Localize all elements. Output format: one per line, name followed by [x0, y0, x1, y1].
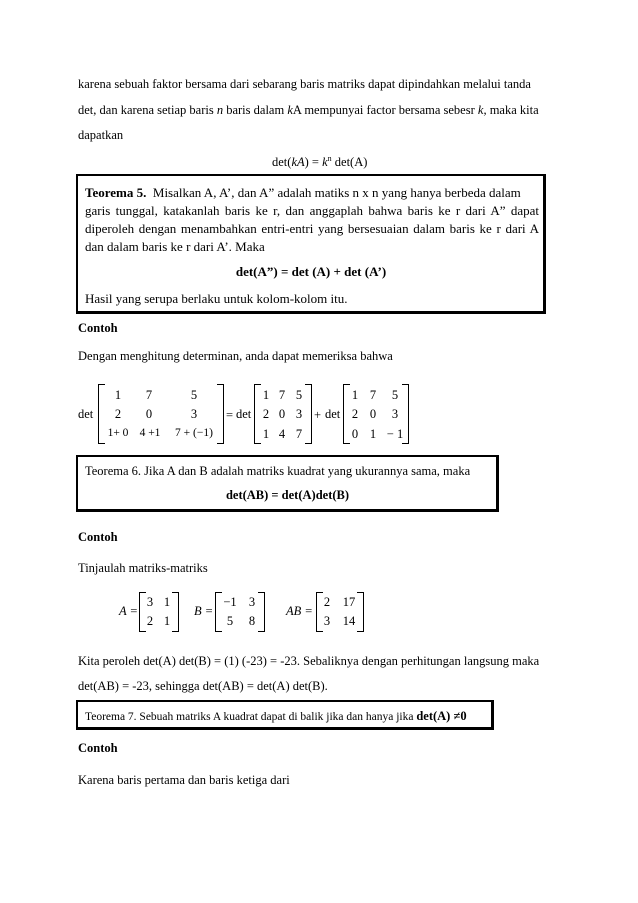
contoh-3-text: Karena baris pertama dan baris ketiga dari [78, 773, 290, 787]
intro-var-n: n [216, 103, 224, 117]
matrix-cell: 2 [114, 407, 122, 421]
intro-text: A mempunyai factor bersama sebesr [292, 103, 478, 117]
theorem-7-text: Teorema 7. Sebuah matriks A kuadrat dapat di balik jika dan hanya jika [85, 711, 417, 723]
formula-part: ) = [304, 155, 323, 170]
intro-text: det, dan karena setiap baris [78, 103, 217, 117]
matrix-ab-label [286, 605, 313, 619]
equals-sign: = [226, 408, 234, 422]
matrix-cell: 0 [369, 407, 377, 421]
matrix-cell: 4 +1 [139, 427, 161, 439]
det-label-3: det [325, 407, 341, 421]
theorem-6-formula: det(AB) = det(A)det(B) [225, 488, 350, 502]
contoh-1-text: Dengan menghitung determinan, anda dapat memeriksa bahwa [78, 349, 393, 363]
theorem-5-box [76, 174, 546, 314]
theorem-5-formula: det(A”) = det (A) + det (A’) [235, 264, 387, 279]
matrix-cell: 2 [262, 407, 270, 421]
theorem-5-line-1 [85, 186, 521, 200]
matrix-a [139, 592, 179, 632]
matrix-cell: 3 [190, 407, 198, 421]
matrix-cell: 3 [146, 595, 154, 609]
matrix-cell: 3 [248, 595, 256, 609]
matrix-cell: 2 [323, 595, 331, 609]
matrix-cell: 3 [295, 407, 303, 421]
matrix-cell: − 1 [386, 427, 404, 441]
matrix-cell: 5 [190, 388, 198, 402]
matrix-cell: 1 [262, 388, 270, 402]
matrix-cell: 17 [342, 595, 356, 609]
matrix-cell: 7 [295, 427, 303, 441]
matrix-ab [316, 592, 364, 632]
intro-line-2 [78, 104, 539, 118]
matrix-cell: 7 + (−1) [175, 427, 213, 439]
contoh-2-text: Tinjaulah matriks-matriks [78, 561, 208, 575]
matrix-cell: 2 [351, 407, 359, 421]
formula-part: det(A) [331, 155, 368, 170]
theorem-5-footer: Hasil yang serupa berlaku untuk kolom-kolom itu. [85, 291, 348, 306]
theorem-7-box [76, 700, 494, 730]
matrix-cell: 5 [295, 388, 303, 402]
plus-sign: + [314, 408, 322, 422]
matrix-cell: 1 [163, 595, 171, 609]
matrix-cell: 5 [226, 614, 234, 628]
det-label-1: det [78, 407, 94, 421]
matrix-cell: 14 [342, 614, 356, 628]
matrix-cell: 0 [278, 407, 286, 421]
intro-var-k2: k, [477, 103, 487, 117]
contoh-2-result-2: det(AB) = -23, sehingga det(AB) = det(A) det(B). [78, 679, 328, 693]
contoh-heading-1: Contoh [78, 321, 118, 335]
matrix-cell: 1 [163, 614, 171, 628]
matrix-cell: 1 [262, 427, 270, 441]
theorem-5-line-2: garis tunggal, katakanlah baris ke r, dan anggaplah bahwa baris ke r dari A” dapat [85, 203, 539, 218]
label-text: A = [119, 604, 138, 618]
formula-part: kA [291, 155, 305, 170]
formula-part: k [322, 155, 328, 170]
matrix-cell: 1 [114, 388, 122, 402]
matrix-cell: 0 [145, 407, 153, 421]
theorem-6-box [76, 455, 499, 512]
matrix-1 [98, 384, 224, 444]
matrix-cell: 4 [278, 427, 286, 441]
matrix-cell: −1 [223, 595, 237, 609]
theorem-5-text: Misalkan A, A’, dan A” adalah matiks n x n yang hanya berbeda dalam [152, 185, 521, 200]
matrix-b [215, 592, 265, 632]
intro-line-3: dapatkan [78, 128, 124, 142]
matrix-cell: 7 [369, 388, 377, 402]
matrix-2 [254, 384, 312, 444]
matrix-cell: 1 [369, 427, 377, 441]
matrix-cell: 3 [391, 407, 399, 421]
matrix-cell: 0 [351, 427, 359, 441]
matrix-cell: 7 [278, 388, 286, 402]
matrix-a-label [119, 605, 138, 619]
theorem-5-label: Teorema 5. [85, 185, 147, 200]
matrix-cell: 1 [351, 388, 359, 402]
intro-text: baris dalam [223, 103, 288, 117]
label-text: B = [194, 604, 214, 618]
theorem-5-line-4: dan dalam baris ke r dari A’. Maka [85, 239, 265, 254]
matrix-cell: 3 [323, 614, 331, 628]
matrix-cell: 1+ 0 [107, 427, 129, 439]
matrix-cell: 2 [146, 614, 154, 628]
intro-text: maka kita [486, 103, 539, 117]
intro-line-1: karena sebuah faktor bersama dari sebarang baris matriks dapat dipindahkan melalui tanda [78, 77, 531, 91]
theorem-6-text: Teorema 6. Jika A dan B adalah matriks kuadrat yang ukurannya sama, maka [85, 464, 471, 478]
intro-formula [272, 155, 367, 170]
contoh-heading-2: Contoh [78, 530, 118, 544]
contoh-2-result-1: Kita peroleh det(A) det(B) = (1) (-23) = -23. Sebaliknya dengan perhitungan langsung maka [78, 654, 540, 668]
matrix-cell: 5 [391, 388, 399, 402]
intro-var-k: k [287, 103, 293, 117]
matrix-cell: 7 [145, 388, 153, 402]
theorem-5-line-3: diperoleh dengan menambahkan entri-entri yang bersesuaian dalam baris ke r dari A [85, 221, 539, 236]
theorem-7-line [85, 710, 467, 724]
theorem-7-condition: det(A) ≠0 [416, 709, 467, 723]
formula-part: det( [272, 155, 292, 170]
matrix-b-label [194, 605, 213, 619]
matrix-cell: 8 [248, 614, 256, 628]
label-text: AB = [286, 604, 313, 618]
contoh-heading-3: Contoh [78, 741, 118, 755]
matrix-3 [343, 384, 409, 444]
formula-exponent: n [327, 154, 332, 163]
det-label-2: det [236, 407, 252, 421]
